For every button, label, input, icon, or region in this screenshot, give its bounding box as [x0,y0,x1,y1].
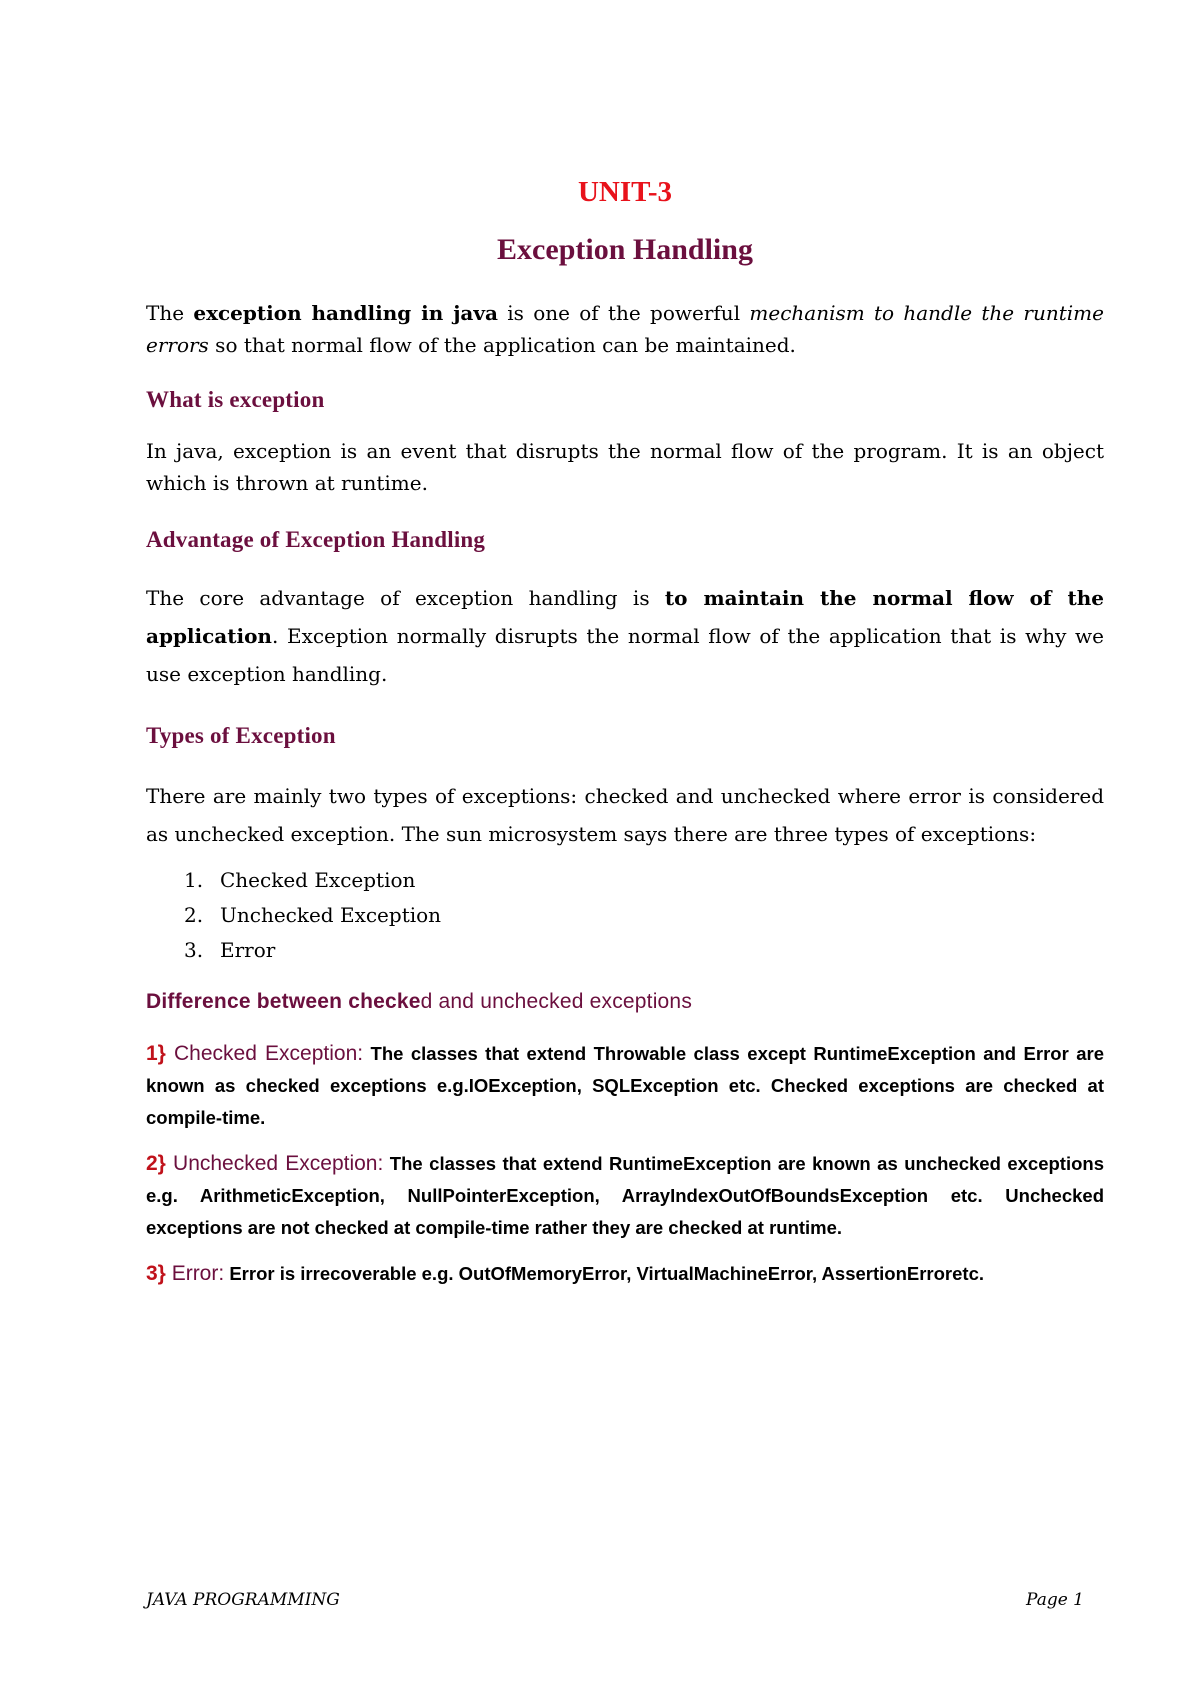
heading-advantage: Advantage of Exception Handling [146,527,486,552]
list-item [146,933,1104,968]
intro-text-3: so that normal flow of the application can be maintained. [208,333,796,357]
definition-number: 2} [146,1152,166,1175]
page-title: Exception Handling [497,233,753,266]
list-item-number: 2. [184,903,204,927]
advantage-text-1: The core advantage of exception handling is [146,586,665,610]
heading-difference-light: d and unchecked exceptions [420,990,693,1013]
what-paragraph: In java, exception is an event that disrupts the normal flow of the program. It is an object which is thrown at runtime. [146,439,1104,495]
definition-title: Error: [165,1262,225,1285]
intro-text-2: is one of the powerful [497,301,750,325]
advantage-bold: to maintain the normal flow of the application [146,586,1104,648]
definition-text: Error is irrecoverable e.g. OutOfMemoryError, VirtualMachineError, AssertionErroretc. [224,1263,984,1284]
types-paragraph: There are mainly two types of exceptions: checked and unchecked where error is considered as unchecked exception. The sun microsystem says there are three types of exceptions: [146,784,1104,846]
definition-text: The classes that extend RuntimeException are known as unchecked exceptions e.g. ArithmeticException, NullPointerException, ArrayIndexOutOfBoundsException etc. Unchecked exceptions are not checked at compile-time rather they are checked at runtime. [146,1153,1104,1238]
definition-text: The classes that extend Throwable class except RuntimeException and Error are known as checked exceptions e.g.IOException, SQLException etc. Checked exceptions are checked at compile-time. [146,1043,1104,1128]
unit-title: UNIT-3 [577,176,672,208]
advantage-text-2: . Exception normally disrupts the normal flow of the application that is why we use exception handling. [146,624,1104,686]
list-item-label: Unchecked Exception [220,903,442,927]
heading-what-is-exception: What is exception [146,387,325,412]
definition-title: Unchecked Exception: [165,1152,384,1175]
heading-types: Types of Exception [146,723,336,748]
footer-course-name: JAVA PROGRAMMING [146,1590,340,1610]
list-item [146,898,1104,933]
heading-difference-bold: Difference between checke [146,990,421,1013]
list-item-number: 3. [184,938,204,962]
definition-label [146,1262,224,1285]
list-item [146,863,1104,898]
types-list [146,863,1104,968]
list-item-label: Error [220,938,276,962]
definition-title: Checked Exception: [165,1042,364,1065]
definition-label [146,1152,383,1175]
intro-text-1: The [146,301,194,325]
intro-paragraph [146,297,1104,361]
intro-italic: mechanism to handle the runtime errors [146,301,1104,357]
list-item-label: Checked Exception [220,868,416,892]
definition-unchecked [146,1148,1104,1244]
footer-page-number: Page 1 [1026,1590,1084,1610]
intro-bold: exception handling in java [193,301,498,325]
page-content [146,176,1104,1290]
definition-label [146,1042,363,1065]
definition-checked [146,1038,1104,1134]
list-item-number: 1. [184,868,204,892]
advantage-paragraph [146,579,1104,693]
heading-difference [146,990,1104,1014]
definition-number: 1} [146,1042,166,1065]
definition-number: 3} [146,1262,166,1285]
definition-error [146,1258,1104,1290]
